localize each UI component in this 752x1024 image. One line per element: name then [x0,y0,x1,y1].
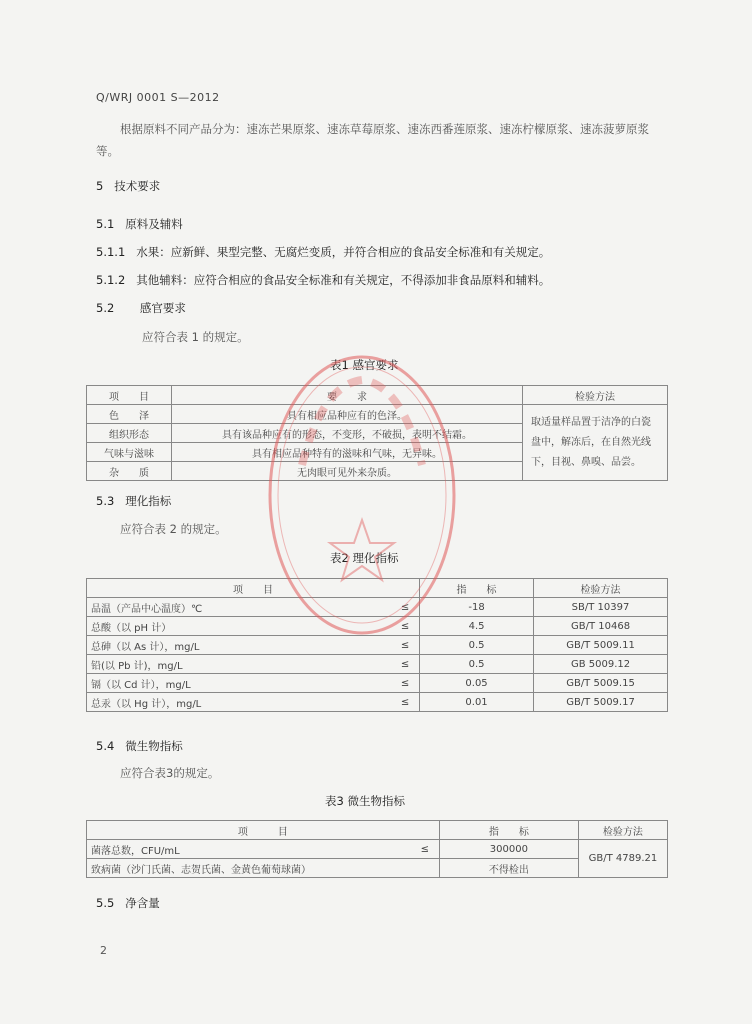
table-3-caption: 表3 微生物指标 [325,794,405,808]
clause-5-1-1 [96,244,550,260]
section-5-heading [96,178,160,194]
method-cell: GB/T 5009.11 [534,636,668,655]
method-cell: GB/T 5009.15 [534,674,668,693]
value-cell: -18 [420,598,534,617]
item-cell: 总酸（以 pH 计） [87,617,392,636]
section-5-4-heading [96,738,183,754]
item-cell: 品温（产品中心温度）℃ [87,598,392,617]
clause-number: 5.1.1 [96,245,126,259]
table-1-caption: 表1 感官要求 [330,358,399,372]
item-cell: 气味与滋味 [87,443,172,462]
section-5-3-text: 应符合表 2 的规定。 [120,522,227,536]
comparator-cell: ≤ [391,636,420,655]
section-title: 原料及辅料 [125,217,183,231]
comparator-cell: ≤ [391,674,420,693]
requirement-cell: 具有该品种应有的形态，不变形，不破损，表明不结霜。 [172,424,523,443]
item-cell: 总砷（以 As 计），mg/L [87,636,392,655]
method-cell: 取适量样品置于洁净的白瓷盘中，解冻后，在自然光线下，目视、鼻嗅、品尝。 [523,405,668,481]
table-row [87,405,668,424]
value-cell: 0.5 [420,636,534,655]
method-cell: GB/T 5009.17 [534,693,668,712]
table-header-row [87,579,668,598]
method-cell: SB/T 10397 [534,598,668,617]
header-item: 项 目 [87,821,440,840]
item-cell: 菌落总数，CFU/mL [87,840,411,859]
comparator-cell [411,859,440,878]
value-cell: 0.01 [420,693,534,712]
table-row [87,674,668,693]
item-cell: 镉（以 Cd 计），mg/L [87,674,392,693]
standard-code: Q/WRJ 0001 S—2012 [96,91,220,104]
value-cell: 300000 [439,840,578,859]
table-2-physicochemical [86,578,668,712]
table-header-row [87,821,668,840]
section-number: 5.2 [96,301,115,315]
header-item: 项 目 [87,386,172,405]
value-cell: 不得检出 [439,859,578,878]
header-method: 检验方法 [578,821,667,840]
header-method: 检验方法 [523,386,668,405]
section-number: 5.3 [96,494,115,508]
comparator-cell: ≤ [391,655,420,674]
comparator-cell: ≤ [391,617,420,636]
section-title: 技术要求 [114,179,161,193]
item-cell: 杂 质 [87,462,172,481]
item-cell: 组织形态 [87,424,172,443]
requirement-cell: 具有相应品种特有的滋味和气味，无异味。 [172,443,523,462]
table-row [87,693,668,712]
table-3-microbiological [86,820,668,878]
clause-text: 水果：应新鲜、果型完整、无腐烂变质，并符合相应的食品安全标准和有关规定。 [136,245,551,259]
table-row [87,636,668,655]
value-cell: 0.05 [420,674,534,693]
page-number: 2 [100,944,107,957]
header-method: 检验方法 [534,579,668,598]
item-cell: 色 泽 [87,405,172,424]
table-row [87,840,668,859]
comparator-cell: ≤ [391,598,420,617]
header-index: 指 标 [420,579,534,598]
header-index: 指 标 [439,821,578,840]
table-row [87,617,668,636]
section-number: 5.4 [96,739,115,753]
table-header-row [87,386,668,405]
table-row [87,598,668,617]
table-2-caption: 表2 理化指标 [330,551,399,565]
section-number: 5.1 [96,217,115,231]
intro-paragraph: 根据原料不同产品分为：速冻芒果原浆、速冻草莓原浆、速冻西番莲原浆、速冻柠檬原浆、速冻菠萝原浆等。 [96,122,649,158]
section-title: 感官要求 [139,301,186,315]
comparator-cell: ≤ [411,840,440,859]
header-item: 项 目 [87,579,420,598]
clause-number: 5.1.2 [96,273,126,287]
section-5-4-text: 应符合表3的规定。 [120,766,220,780]
requirement-cell: 无肉眼可见外来杂质。 [172,462,523,481]
item-cell: 总汞（以 Hg 计），mg/L [87,693,392,712]
section-5-2-text: 应符合表 1 的规定。 [142,330,249,344]
method-cell: GB 5009.12 [534,655,668,674]
value-cell: 0.5 [420,655,534,674]
table-1-sensory [86,385,668,481]
comparator-cell: ≤ [391,693,420,712]
section-5-1-heading [96,216,183,232]
table-row [87,655,668,674]
clause-text: 其他辅料：应符合相应的食品安全标准和有关规定，不得添加非食品原料和辅料。 [136,273,551,287]
section-title: 理化指标 [125,494,172,508]
section-number: 5 [96,179,104,193]
item-cell: 铅(以 Pb 计)，mg/L [87,655,392,674]
method-cell: GB/T 10468 [534,617,668,636]
section-5-5-heading [96,895,160,911]
section-5-2-heading [96,300,186,316]
item-cell: 致病菌（沙门氏菌、志贺氏菌、金黄色葡萄球菌） [87,859,411,878]
requirement-cell: 具有相应品种应有的色泽。 [172,405,523,424]
section-title: 净含量 [125,896,160,910]
method-cell: GB/T 4789.21 [578,840,667,878]
header-requirement: 要 求 [172,386,523,405]
section-number: 5.5 [96,896,115,910]
clause-5-1-2 [96,272,550,288]
section-title: 微生物指标 [125,739,183,753]
value-cell: 4.5 [420,617,534,636]
section-5-3-heading [96,493,171,509]
